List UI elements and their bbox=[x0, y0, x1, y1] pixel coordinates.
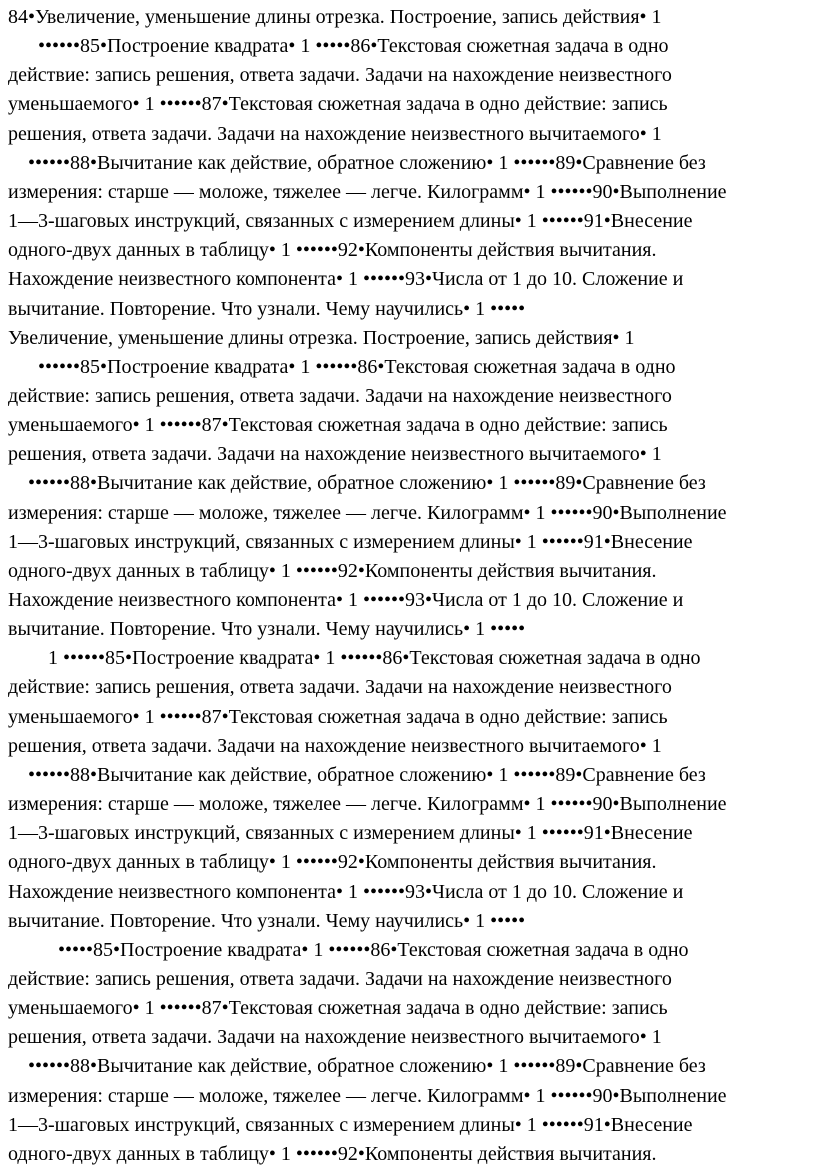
text-line: измерения: старше — моложе, тяжелее — легче. Килограмм• 1 ••••••90•Выполнение bbox=[8, 501, 727, 524]
text-line: одного-двух данных в таблицу• 1 ••••••92•Компоненты действия вычитания. bbox=[8, 1142, 657, 1165]
text-line: ••••••88•Вычитание как действие, обратное сложению• 1 ••••••89•Сравнение без bbox=[8, 472, 706, 495]
text-line: 1—3-шаговых инструкций, связанных с измерением длины• 1 ••••••91•Внесение bbox=[8, 210, 693, 233]
text-line: ••••••88•Вычитание как действие, обратное сложению• 1 ••••••89•Сравнение без bbox=[8, 1055, 706, 1078]
text-line: 1—3-шаговых инструкций, связанных с измерением длины• 1 ••••••91•Внесение bbox=[8, 1113, 693, 1136]
text-line: •••••85•Построение квадрата• 1 ••••••86•Текстовая сюжетная задача в одно bbox=[8, 938, 689, 961]
text-line: Увеличение, уменьшение длины отрезка. Построение, запись действия• 1 bbox=[8, 326, 635, 349]
text-line: Нахождение неизвестного компонента• 1 ••••••93•Числа от 1 до 10. Сложение и bbox=[8, 589, 684, 611]
text-line: уменьшаемого• 1 ••••••87•Текстовая сюжетная задача в одно действие: запись bbox=[8, 414, 668, 437]
text-line: решения, ответа задачи. Задачи на нахождение неизвестного вычитаемого• 1 bbox=[8, 1026, 662, 1049]
text-line: действие: запись решения, ответа задачи. Задачи на нахождение неизвестного bbox=[8, 64, 672, 87]
text-line: вычитание. Повторение. Что узнали. Чему научились• 1 ••••• bbox=[8, 909, 526, 932]
text-line: уменьшаемого• 1 ••••••87•Текстовая сюжетная задача в одно действие: запись bbox=[8, 997, 668, 1020]
text-line: измерения: старше — моложе, тяжелее — легче. Килограмм• 1 ••••••90•Выполнение bbox=[8, 793, 727, 816]
text-line: уменьшаемого• 1 ••••••87•Текстовая сюжетная задача в одно действие: запись bbox=[8, 93, 668, 116]
text-line: 84•Увеличение, уменьшение длины отрезка. Построение, запись действия• 1 bbox=[8, 6, 662, 28]
text-line: действие: запись решения, ответа задачи. Задачи на нахождение неизвестного bbox=[8, 384, 672, 407]
text-line: 1—3-шаговых инструкций, связанных с измерением длины• 1 ••••••91•Внесение bbox=[8, 530, 693, 553]
text-line: вычитание. Повторение. Что узнали. Чему научились• 1 ••••• bbox=[8, 618, 526, 641]
text-line: ••••••88•Вычитание как действие, обратное сложению• 1 ••••••89•Сравнение без bbox=[8, 763, 706, 786]
text-line: Нахождение неизвестного компонента• 1 ••••••93•Числа от 1 до 10. Сложение и bbox=[8, 268, 684, 291]
text-line: уменьшаемого• 1 ••••••87•Текстовая сюжетная задача в одно действие: запись bbox=[8, 705, 668, 728]
text-line: действие: запись решения, ответа задачи. Задачи на нахождение неизвестного bbox=[8, 967, 672, 990]
text-line: измерения: старше — моложе, тяжелее — легче. Килограмм• 1 ••••••90•Выполнение bbox=[8, 180, 727, 203]
text-line: одного-двух данных в таблицу• 1 ••••••92•Компоненты действия вычитания. bbox=[8, 239, 657, 262]
text-line: ••••••85•Построение квадрата• 1 ••••••86•Текстовая сюжетная задача в одно bbox=[8, 355, 676, 378]
text-line: решения, ответа задачи. Задачи на нахождение неизвестного вычитаемого• 1 bbox=[8, 443, 662, 466]
text-line: решения, ответа задачи. Задачи на нахождение неизвестного вычитаемого• 1 bbox=[8, 734, 662, 757]
text-line: действие: запись решения, ответа задачи. Задачи на нахождение неизвестного bbox=[8, 676, 672, 699]
text-line: измерения: старше — моложе, тяжелее — легче. Килограмм• 1 ••••••90•Выполнение bbox=[8, 1084, 727, 1107]
text-line: одного-двух данных в таблицу• 1 ••••••92•Компоненты действия вычитания. bbox=[8, 851, 657, 874]
text-line: решения, ответа задачи. Задачи на нахождение неизвестного вычитаемого• 1 bbox=[8, 122, 662, 145]
text-line: 1—3-шаговых инструкций, связанных с измерением длины• 1 ••••••91•Внесение bbox=[8, 822, 693, 845]
text-line: ••••••85•Построение квадрата• 1 •••••86•Текстовая сюжетная задача в одно bbox=[8, 35, 669, 58]
text-line: 1 ••••••85•Построение квадрата• 1 ••••••86•Текстовая сюжетная задача в одно bbox=[8, 647, 701, 670]
text-line: одного-двух данных в таблицу• 1 ••••••92•Компоненты действия вычитания. bbox=[8, 559, 657, 582]
text-line: ••••••88•Вычитание как действие, обратное сложению• 1 ••••••89•Сравнение без bbox=[8, 151, 706, 174]
text-line: вычитание. Повторение. Что узнали. Чему научились• 1 ••••• bbox=[8, 297, 526, 320]
text-line: Нахождение неизвестного компонента• 1 ••••••93•Числа от 1 до 10. Сложение и bbox=[8, 880, 684, 903]
